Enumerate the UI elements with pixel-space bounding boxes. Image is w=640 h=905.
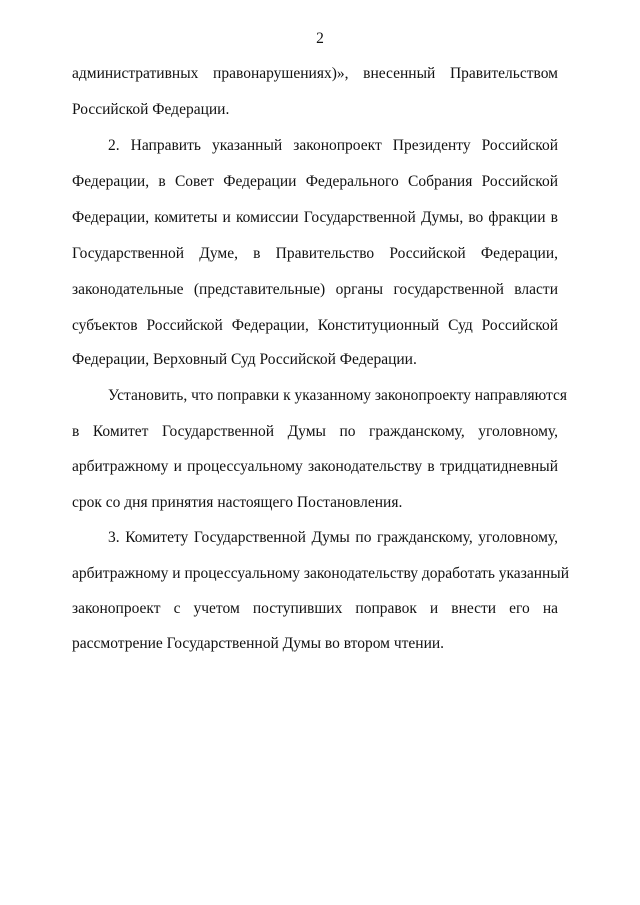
text-line: субъектов Российской Федерации, Конституционный Суд Российской — [72, 317, 558, 334]
text-line: 2. Направить указанный законопроект Президенту Российской — [108, 137, 558, 154]
page-number: 2 — [316, 30, 324, 47]
text-line: законодательные (представительные) органы государственной власти — [72, 281, 558, 298]
text-line: административных правонарушениях)», внесенный Правительством — [72, 65, 558, 82]
text-line: 3. Комитету Государственной Думы по гражданскому, уголовному, — [108, 529, 558, 546]
text-line: в Комитет Государственной Думы по гражданскому, уголовному, — [72, 423, 558, 440]
text-line: Государственной Думе, в Правительство Российской Федерации, — [72, 245, 558, 262]
text-line: законопроект с учетом поступивших поправок и внести его на — [72, 600, 558, 617]
text-line: срок со дня принятия настоящего Постановления. — [72, 494, 403, 511]
text-line: рассмотрение Государственной Думы во втором чтении. — [72, 635, 445, 652]
text-line: Российской Федерации. — [72, 101, 230, 118]
text-line: Федерации, Верховный Суд Российской Федерации. — [72, 351, 417, 368]
text-line: Установить, что поправки к указанному законопроекту направляются — [108, 387, 568, 404]
text-line: арбитражному и процессуальному законодательству доработать указанный — [72, 565, 569, 582]
text-line: арбитражному и процессуальному законодательству в тридцатидневный — [72, 458, 558, 475]
text-line: Федерации, комитеты и комиссии Государственной Думы, во фракции в — [72, 209, 558, 226]
text-line: Федерации, в Совет Федерации Федерального Собрания Российской — [72, 173, 558, 190]
